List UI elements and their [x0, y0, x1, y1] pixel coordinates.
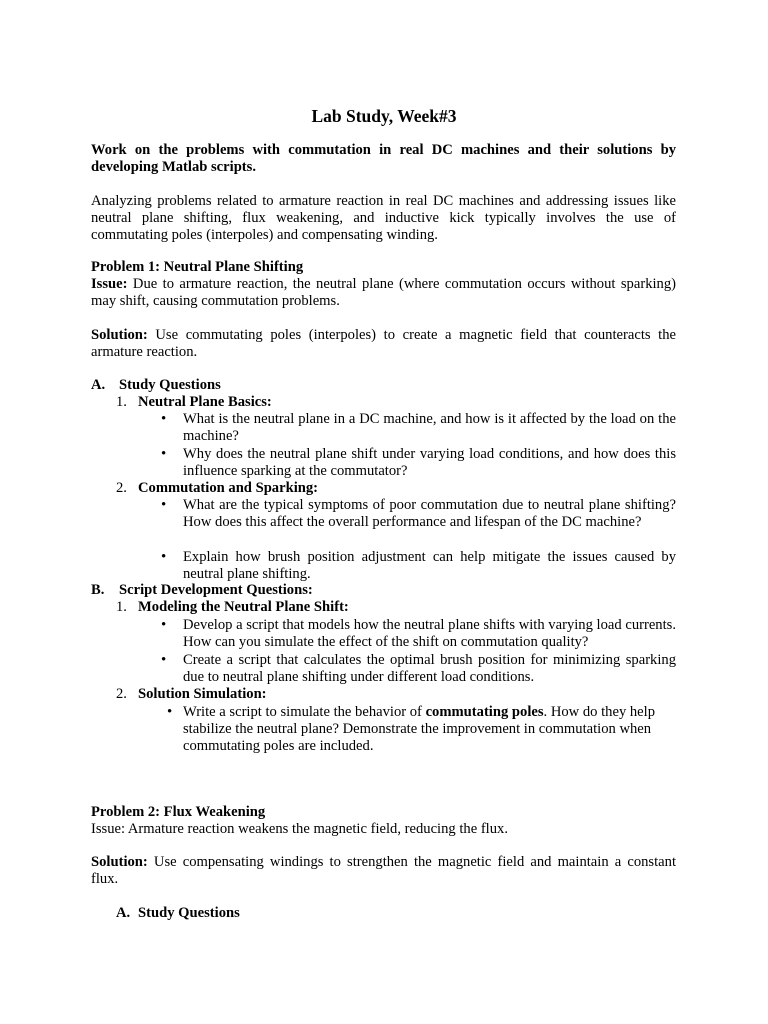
problem1-heading: Problem 1: Neutral Plane Shifting: [91, 259, 304, 275]
bullet-item: • Create a script that calculates the optimal brush position for minimizing sparking due to neutral plane shifting under different load conditions.: [183, 652, 676, 686]
section-title: Study Questions: [119, 377, 221, 393]
bullet-item: [183, 704, 676, 755]
item-number: 1.: [116, 394, 127, 410]
section-title: Script Development Questions:: [119, 582, 313, 598]
page-title: Lab Study, Week#3: [311, 106, 457, 126]
study-item-2: [116, 480, 318, 497]
problem1-issue: [91, 276, 676, 310]
bullet-item: • What is the neutral plane in a DC machine, and how is it affected by the load on the machine?: [183, 411, 676, 445]
solution-text: Use compensating windings to strengthen the magnetic field and maintain a constant flux.: [91, 854, 676, 887]
intro-bold-paragraph: Work on the problems with commutation in real DC machines and their solutions by developing Matlab scripts.: [91, 142, 676, 175]
bullet-item: • Explain how brush position adjustment can help mitigate the issues caused by neutral plane shifting.: [183, 549, 676, 583]
issue-label: Issue:: [91, 276, 128, 292]
problem1-solution: [91, 327, 676, 361]
item-number: 2.: [116, 686, 127, 702]
issue-text: Due to armature reaction, the neutral plane (where commutation occurs without sparking) may shift, causing commutation problems.: [91, 276, 676, 309]
item-title: Neutral Plane Basics:: [138, 394, 272, 410]
section-letter: B.: [91, 582, 105, 598]
item-title: Modeling the Neutral Plane Shift:: [138, 599, 349, 615]
solution-text: Use commutating poles (interpoles) to create a magnetic field that counteracts the armature reaction.: [91, 327, 676, 360]
item-title: Commutation and Sparking:: [138, 480, 319, 496]
intro-paragraph: Analyzing problems related to armature reaction in real DC machines and addressing issues like neutral plane shifting, flux weakening, and inductive kick typically involves the use of commutating poles (interpoles) and compensating winding.: [91, 193, 676, 243]
section-a-heading: [91, 377, 221, 394]
bullet-item: • Why does the neutral plane shift under varying load conditions, and how does this influence sparking at the commutator?: [183, 446, 676, 480]
section-b-heading: [91, 582, 313, 599]
solution-label: Solution:: [91, 854, 148, 870]
problem2-section-a-heading: [116, 905, 240, 922]
script-item-1: [116, 599, 349, 616]
item-number: 2.: [116, 480, 127, 496]
problem2-heading: Problem 2: Flux Weakening: [91, 804, 266, 820]
section-title: Study Questions: [138, 905, 240, 921]
section-letter: A.: [116, 905, 131, 921]
solution-label: Solution:: [91, 327, 148, 343]
bullet-item: • What are the typical symptoms of poor commutation due to neutral plane shifting? How does this affect the overall performance and lifespan of the DC machine?: [183, 497, 676, 531]
script-item-2: [116, 686, 267, 703]
problem2-solution: [91, 854, 676, 888]
bullet-item: • Develop a script that models how the neutral plane shifts with varying load currents. How can you simulate the effect of the shift on commutation quality?: [183, 617, 676, 651]
bullet-bold-text: commutating poles: [425, 704, 544, 720]
problem2-issue: Issue: Armature reaction weakens the magnetic field, reducing the flux.: [91, 821, 508, 837]
section-letter: A.: [91, 377, 106, 393]
bullet-text: . How do they help stabilize the neutral plane? Demonstrate the improvement in commutation when commutating poles are included.: [183, 704, 656, 754]
item-title: Solution Simulation:: [138, 686, 267, 702]
study-item-1: [116, 394, 272, 411]
bullet-text: Write a script to simulate the behavior of: [183, 704, 426, 720]
item-number: 1.: [116, 599, 127, 615]
